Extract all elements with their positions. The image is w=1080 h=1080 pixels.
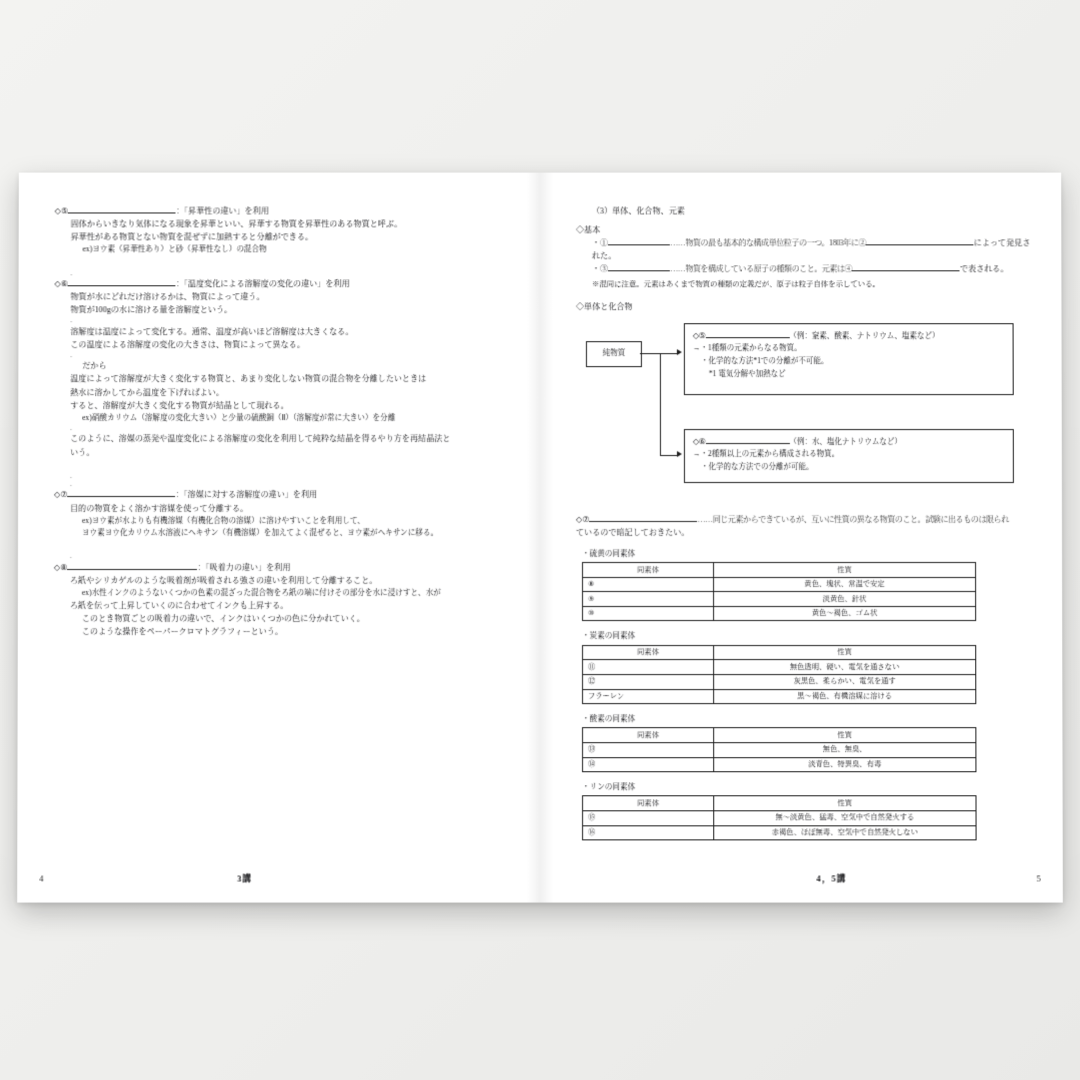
section-8-closing-2: このとき物質ごとの吸着力の違いで、インクはいくつかの色に分かれていく。	[81, 614, 365, 624]
section-7-heading	[54, 488, 514, 501]
section-6-line-6: 温度によって溶解度が大きく変化する物質と、あまり変化しない物質の混合物を分離したいときは	[70, 374, 427, 384]
arrow-head-up-icon	[677, 350, 682, 356]
section-6-line-2: 物質が100gの水に溶ける量を溶解度という。	[70, 305, 233, 315]
arrow-head-down-icon	[677, 451, 682, 457]
allotrope-table-oxygen	[576, 713, 1036, 772]
section-7-example-2: ヨウ素ヨウ化カリウム水溶液にヘキサン（有機溶媒）を加えてよく混ぜると、ヨウ素がヘキサンに移る。	[82, 527, 439, 537]
section-6-line-7: 熱水に溶かしてから温度を下げればよい。	[70, 387, 225, 397]
open-book-spread	[17, 173, 1063, 903]
carbon-r2-c2: 灰黒色、柔らかい、電気を通す	[714, 674, 976, 689]
carbon-th-2: 性質	[714, 645, 976, 660]
section-5	[55, 205, 514, 256]
simple-substance-footnote: *1 電気分解や加熱など	[708, 369, 786, 379]
pure-substance-diagram	[576, 317, 1036, 513]
sulfur-th-1: 同素体	[583, 563, 714, 578]
basic-label: ◇基本	[575, 225, 601, 235]
section-5-heading	[55, 205, 514, 218]
basic-item-1-tail: によって発見された。	[591, 238, 1031, 261]
connector-branch-up	[660, 353, 678, 354]
oxygen-r1-c1: ⑬	[583, 743, 714, 758]
table-row	[583, 689, 976, 704]
section-8-title: ：「吸着力の違い」を利用	[197, 562, 291, 572]
compound-box	[684, 429, 1014, 483]
connector-vertical	[660, 353, 661, 455]
oxygen-caption: ・酸素の同素体	[582, 714, 636, 724]
section-6-line-8: すると、溶解度が大きく変化する物質が結晶として現れる。	[70, 400, 289, 410]
left-page	[17, 173, 540, 903]
simple-substance-box	[684, 323, 1014, 395]
basic-item-1-num: ・①	[591, 238, 609, 248]
section-8-heading	[54, 561, 514, 574]
basic-item-1-blank	[608, 245, 670, 246]
table-row	[583, 606, 976, 621]
pure-substance-box: 純物質	[586, 341, 642, 367]
simple-substance-line-1: →・1種類の元素からなる物質。	[692, 343, 802, 353]
compound-heading	[693, 436, 1005, 449]
simple-substance-tail: （例：窒素、酸素、ナトリウム、塩素など）	[789, 330, 940, 340]
allotrope-intro	[576, 513, 1036, 526]
allotrope-table-sulfur	[576, 548, 1036, 622]
section-6-blank	[68, 285, 176, 286]
phosphorus-r1-c1: ⑮	[583, 811, 714, 826]
phosphorus-th-2: 性質	[714, 796, 976, 811]
carbon-r3-c2: 黒～褐色、有機溶媒に溶ける	[714, 689, 976, 704]
sulfur-r1-c2: 黄色、塊状、常温で安定	[714, 577, 976, 592]
table-row	[583, 743, 976, 758]
table-row	[583, 660, 976, 675]
carbon-th-1: 同素体	[583, 645, 714, 660]
allotrope-intro-line-2: ているので暗記しておきたい。	[575, 527, 690, 537]
carbon-r3-c1: フラーレン	[583, 689, 714, 704]
section-6-marker: ◇⑥	[54, 279, 69, 289]
connector-branch-down	[660, 455, 678, 456]
allotrope-marker: ◇⑦	[575, 514, 590, 524]
section-6-line-1: 物質が水にどれだけ溶けるかは、物質によって違う。	[70, 292, 265, 302]
basic-item-2-text: ……物質を構成している原子の種類のこと。元素は④	[670, 264, 853, 274]
carbon-caption: ・炭素の同素体	[582, 631, 636, 641]
phosphorus-caption: ・リンの同素体	[582, 782, 636, 792]
table-row	[583, 825, 977, 840]
right-page-number: 5	[1036, 873, 1041, 884]
oxygen-th-1: 同素体	[583, 728, 714, 743]
sulfur-r2-c1: ⑨	[583, 592, 714, 607]
sulfur-table	[582, 562, 976, 621]
section-6-closing-1: このように、溶媒の蒸発や温度変化による溶解度の変化を利用して純粋な結晶を得るやり方を再結晶法と	[70, 434, 451, 444]
filler-dot-5: .	[70, 471, 72, 480]
right-heading: （3）単体、化合物、元素	[591, 206, 685, 216]
section-7-line-1: 目的の物質をよく溶かす溶媒を使って分離する。	[70, 503, 249, 513]
phosphorus-table	[582, 796, 977, 841]
filler-dot-2: .	[70, 316, 73, 325]
section-5-blank	[68, 212, 176, 213]
table-header-row	[583, 796, 976, 811]
table-row	[583, 757, 976, 772]
phosphorus-r1-c2: 無～淡黄色、猛毒、空気中で自然発火する	[714, 811, 976, 826]
section-8	[54, 561, 514, 639]
filler-dot-6: .	[70, 480, 72, 489]
allotrope-table-carbon	[576, 631, 1036, 705]
section-8-marker: ◇⑧	[53, 562, 68, 572]
basic-item-2-blank-2	[852, 271, 960, 272]
section-5-example: ex)ヨウ素（昇華性あり）と砂（昇華性なし）の混合物	[82, 244, 267, 254]
phosphorus-r2-c2: 赤褐色、ほぼ無毒、空気中で自然発火しない	[714, 825, 976, 840]
section-8-example: ex)水性インクのようないくつかの色素の混ざった混合物をろ紙の端に付けその部分を水に浸けすと、水が	[81, 587, 441, 597]
basic-item-2	[576, 263, 1035, 276]
carbon-table	[582, 645, 976, 704]
oxygen-table	[582, 728, 976, 773]
allotrope-table-phosphorus	[576, 781, 1037, 840]
section-5-line-2: 昇華性がある物質とない物質を混ぜずに加熱すると分離ができる。	[70, 232, 314, 242]
carbon-r1-c2: 無色透明、硬い、電気を通さない	[714, 660, 976, 675]
sulfur-caption: ・硫黄の同素体	[582, 548, 636, 558]
carbon-r2-c1: ⑫	[583, 674, 714, 689]
section-8-closing-1: ろ紙を伝って上昇していくのに合わせてインクも上昇する。	[69, 601, 289, 611]
compound-line-2: ・化学的な方法での分離が可能。	[700, 462, 814, 472]
compound-tail: （例：水、塩化ナトリウムなど）	[789, 436, 902, 446]
section-8-line-1: ろ紙やシリカゲルのような吸着剤が吸着される強さの違いを利用して分離すること。	[69, 575, 378, 585]
right-page	[540, 173, 1063, 903]
table-row	[583, 577, 976, 592]
filler-dot-3: .	[70, 351, 73, 360]
right-footer-lecture: 4，5講	[816, 873, 847, 884]
section-6-heading	[55, 277, 515, 290]
simple-substance-blank	[705, 337, 789, 338]
oxygen-r2-c1: ⑭	[583, 757, 714, 772]
section-6-line-4: この温度による溶解度の変化の大きさは、物質によって異なる。	[70, 340, 305, 350]
section-6-title: ：「温度変化による溶解度の変化の違い」を利用	[175, 279, 350, 289]
basic-item-2-tail: で表される。	[959, 264, 1009, 274]
oxygen-r2-c2: 淡青色、特異臭、有毒	[714, 757, 976, 772]
table-row	[583, 592, 976, 607]
section-7-title: ：「溶媒に対する溶解度の違い」を利用	[175, 490, 318, 500]
phosphorus-r2-c1: ⑯	[583, 825, 714, 840]
section-5-title: ：「昇華性の違い」を利用	[175, 206, 269, 216]
filler-dot-7: .	[69, 552, 72, 561]
table-header-row	[583, 728, 976, 743]
section-5-marker: ◇⑤	[54, 206, 69, 216]
basic-item-2-num: ・③	[591, 264, 609, 274]
table-row	[583, 674, 976, 689]
section-8-closing-3: このような操作をペーパークロマトグラフィーという。	[81, 627, 284, 637]
section-6-line-5: だから	[82, 361, 107, 371]
section-5-line-1: 固体からいきなり気体になる現象を昇華といい、昇華する物質を昇華性のある物質と呼ぶ。	[70, 219, 403, 229]
section-6-closing-2: いう。	[70, 447, 95, 457]
phosphorus-th-1: 同素体	[583, 796, 714, 811]
simple-substance-heading	[693, 330, 1005, 343]
sulfur-r3-c1: ⑩	[583, 606, 714, 621]
compound-blank	[705, 443, 789, 444]
left-footer-lecture: 3講	[237, 873, 253, 884]
section-7-blank	[68, 496, 176, 497]
table-header-row	[583, 645, 976, 660]
connector-stem	[640, 353, 660, 354]
compound-line-1: →・2種類以上の元素から構成される物質。	[692, 449, 840, 459]
table-header-row	[583, 563, 976, 578]
table-row	[583, 811, 976, 826]
section-6	[54, 277, 514, 458]
carbon-r1-c1: ⑪	[583, 660, 714, 675]
simple-substance-marker: ◇⑤	[692, 330, 706, 340]
basic-item-1-blank-2	[866, 245, 974, 246]
compound-marker: ◇⑥	[692, 436, 706, 446]
section-7-example: ex)ヨウ素が水よりも有機溶媒（有機化合物の溶媒）に溶けやすいことを利用して、	[82, 515, 365, 525]
sulfur-th-2: 性質	[714, 563, 976, 578]
oxygen-th-2: 性質	[714, 728, 976, 743]
section-7-marker: ◇⑦	[54, 490, 68, 500]
sulfur-r3-c2: 黄色～褐色、ゴム状	[714, 606, 976, 621]
section-7	[54, 488, 514, 539]
allotrope-blank	[589, 521, 697, 522]
section-8-blank	[67, 569, 197, 570]
section-6-example: ex)硝酸カリウム（溶解度の変化大きい）と少量の硫酸銅（Ⅱ）（溶解度が常に大きい）を分離	[82, 412, 396, 422]
section-6-line-3: 溶解度は温度によって変化する。通常、温度が高いほど溶解度は大きくなる。	[70, 326, 354, 336]
allotrope-intro-text: ……同じ元素からできているが、互いに性質の異なる物質のこと。試験に出るものは限られ	[697, 514, 1009, 524]
basic-item-1	[576, 237, 1035, 263]
diagram-label: ◇単体と化合物	[575, 301, 633, 311]
filler-dot-1: .	[70, 268, 73, 277]
oxygen-r1-c2: 無色、無臭、	[714, 743, 976, 758]
basic-note: ※混同に注意。元素はあくまで物質の種類の定義だが、原子は粒子自体を示している。	[591, 278, 880, 288]
basic-item-2-blank	[608, 271, 670, 272]
simple-substance-line-2: ・化学的な方法*1での分離が不可能。	[700, 356, 829, 366]
sulfur-r2-c2: 淡黄色、針状	[714, 592, 976, 607]
filler-dot-4: .	[70, 424, 72, 433]
basic-item-1-text: ……物質の最も基本的な構成単位粒子の一つ。1803年に②	[670, 238, 866, 248]
sulfur-r1-c1: ⑧	[583, 577, 714, 592]
left-page-number: 4	[39, 873, 44, 884]
